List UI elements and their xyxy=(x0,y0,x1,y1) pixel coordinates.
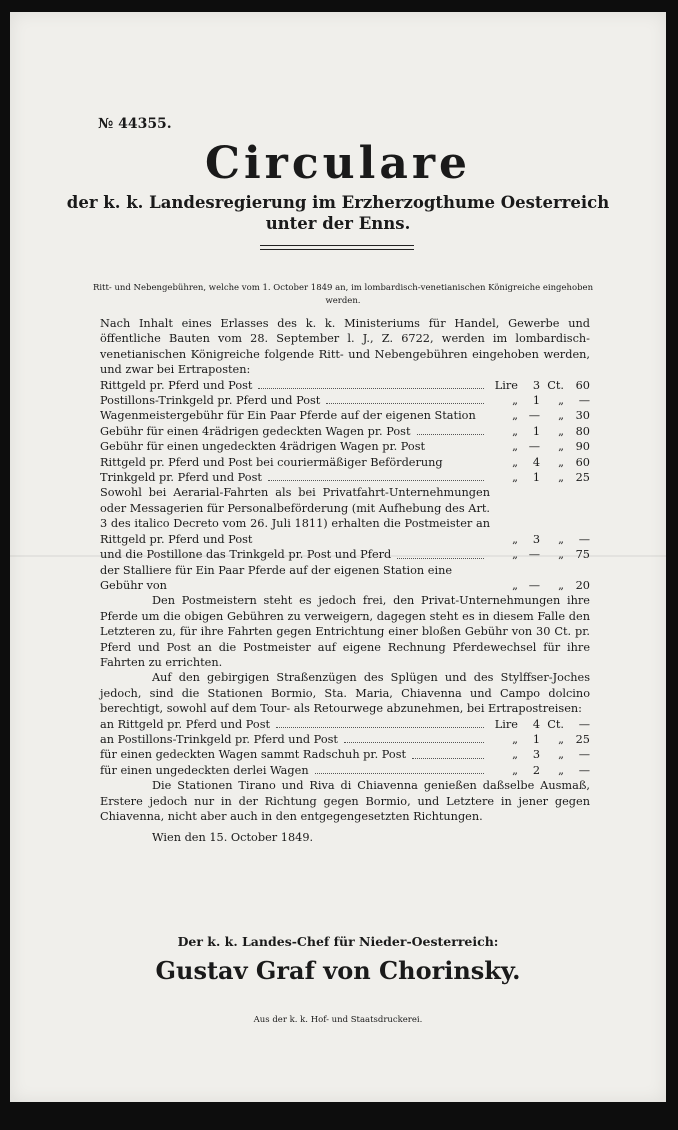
fee-description: für einen gedeckten Wagen sammt Radschuh pr. Post xyxy=(100,748,407,762)
dot-leader xyxy=(326,403,484,404)
fee-row xyxy=(100,763,590,778)
fee-amount: „ 3 „ — xyxy=(512,532,590,546)
fee-currency: „ xyxy=(512,424,518,438)
fee-row xyxy=(100,732,590,747)
signer-title: Der k. k. Landes-Chef für Nieder-Oesterreich: xyxy=(177,934,499,949)
fee-row xyxy=(100,378,590,393)
fee-currency: „ xyxy=(512,763,518,777)
fee-row xyxy=(100,717,590,732)
title-rule-top xyxy=(260,245,414,246)
fee-currency: „ xyxy=(512,471,518,485)
dot-leader xyxy=(276,727,484,728)
subtitle-line-1: der k. k. Landesregierung im Erzherzogthume Oesterreich xyxy=(66,193,610,212)
fee-amount xyxy=(490,455,590,470)
fee-currency: Lire xyxy=(494,717,518,731)
fee-amount xyxy=(490,763,590,778)
fee-amount xyxy=(490,378,590,393)
fee-centesimi: — xyxy=(578,394,590,408)
fee-lire: — xyxy=(528,440,540,454)
fee-amount xyxy=(490,732,590,747)
fee-description: Gebühr für einen 4rädrigen gedeckten Wagen pr. Post xyxy=(100,424,411,438)
fee-centesimi: — xyxy=(578,717,590,731)
dot-leader xyxy=(344,742,484,743)
fee-lire: — xyxy=(528,548,540,562)
fee-centesimi: 60 xyxy=(575,455,590,469)
fee-amount xyxy=(490,578,590,593)
fee-unit: „ xyxy=(558,409,564,423)
fee-description: an Rittgeld pr. Pferd und Post xyxy=(100,717,271,731)
fee-unit: „ xyxy=(558,424,564,438)
printer-note: Aus der k. k. Hof- und Staatsdruckerei. xyxy=(253,1015,423,1025)
fee-description: und die Postillone das Trinkgeld pr. Post und Pferd xyxy=(100,548,392,562)
fee-row xyxy=(100,424,590,439)
fee-unit: „ xyxy=(558,394,564,408)
fee-row xyxy=(100,439,590,454)
fee-row xyxy=(100,470,590,485)
fee-amount xyxy=(490,393,590,408)
fee-unit: Ct. xyxy=(547,717,564,731)
postmeister-paragraph: Den Postmeistern steht es jedoch frei, den Privat-Unternehmungen ihre Pferde um die obigen Gebühren zu verweigern, dagegen steht es in diesem Falle den Letzteren zu, für ihre Fahrten gegen Entrichtung einer bloßen Gebühr von 30 Ct. pr. Pferd und Post an die Postmeister auf eigene Rechnung Pferdewechsel für ihre Fahrten zu errichten. xyxy=(100,594,590,669)
fee-description: Rittgeld pr. Pferd und Post bei couriermäßiger Beförderung xyxy=(100,455,443,469)
fee-currency: Lire xyxy=(494,378,518,392)
title-rule-bottom xyxy=(260,249,414,250)
fee-amount xyxy=(490,470,590,485)
fee-unit: „ xyxy=(558,548,564,562)
fee-lire: 4 xyxy=(532,455,540,469)
fee-lire: 3 xyxy=(532,748,540,762)
fee-list-mountain xyxy=(100,717,590,779)
fee-centesimi: 80 xyxy=(575,424,590,438)
fee-centesimi: 90 xyxy=(575,440,590,454)
fee-amount xyxy=(490,547,590,562)
fee-centesimi: 30 xyxy=(575,409,590,423)
dot-leader xyxy=(258,388,484,389)
fee-row xyxy=(100,563,590,594)
fee-description: Postillons-Trinkgeld pr. Pferd und Post xyxy=(100,394,321,408)
fee-list-ertrapost xyxy=(100,378,590,486)
document-sheet xyxy=(10,12,666,1102)
fee-centesimi: 25 xyxy=(575,732,590,746)
fee-description: Sowohl bei Aerarial-Fahrten als bei Privatfahrt-Unternehmungen oder Messagerien für Personalbeförderung (mit Aufhebung des Art. 3 des italico Decreto vom 26. Juli 1811) erhalten die Postmeister an Rittgeld pr. Pferd und Post xyxy=(100,486,490,546)
place-date: Wien den 15. October 1849. xyxy=(152,831,314,845)
dot-leader xyxy=(315,773,484,774)
intro-paragraph: Nach Inhalt eines Erlasses des k. k. Ministeriums für Handel, Gewerbe und öffentliche Bauten vom 28. September l. J., Z. 6722, werden im lombardisch-venetianischen Königreiche folgende Ritt- und Nebengebühren eingehoben werden, und zwar bei Ertraposten: xyxy=(100,317,590,377)
fee-unit: „ xyxy=(558,440,564,454)
fee-unit: „ xyxy=(558,732,564,746)
fee-currency: „ xyxy=(512,455,518,469)
fee-currency: „ xyxy=(512,440,518,454)
document-body xyxy=(100,316,590,846)
fee-description: Gebühr für einen ungedeckten 4rädrigen Wagen pr. Post xyxy=(100,440,426,454)
fee-unit: „ xyxy=(558,748,564,762)
fee-amount xyxy=(490,717,590,732)
fee-currency: „ xyxy=(512,732,518,746)
tirano-paragraph: Die Stationen Tirano und Riva di Chiavenna genießen daßselbe Ausmaß, Erstere jedoch nur in der Richtung gegen Bormio, und Letztere in jener gegen Chiavenna, nicht aber auch in den entgegengesetzten Richtungen. xyxy=(100,779,590,823)
fee-lire: 3 xyxy=(532,378,540,392)
fee-lire: — xyxy=(528,578,540,592)
signature: Gustav Graf von Chorinsky. xyxy=(155,956,521,985)
fee-centesimi: 75 xyxy=(575,548,590,562)
fee-description: Rittgeld pr. Pferd und Post xyxy=(100,378,253,392)
dot-leader xyxy=(412,758,484,759)
fee-row-aerarial xyxy=(100,485,590,547)
fee-centesimi: — xyxy=(578,748,590,762)
fee-lire: 1 xyxy=(532,424,540,438)
document-subtitle xyxy=(10,192,666,234)
fee-row xyxy=(100,547,590,562)
fee-amount xyxy=(490,747,590,762)
dot-leader xyxy=(397,558,484,559)
fee-centesimi: 20 xyxy=(575,578,590,592)
fee-description: für einen ungedeckten derlei Wagen xyxy=(100,763,309,777)
fee-description: Trinkgeld pr. Pferd und Post xyxy=(100,471,262,485)
fee-unit: Ct. xyxy=(547,378,564,392)
fee-lire: 2 xyxy=(532,763,540,777)
fee-centesimi: 25 xyxy=(575,471,590,485)
fee-description: an Postillons-Trinkgeld pr. Pferd und Post xyxy=(100,732,338,746)
fee-centesimi: — xyxy=(578,763,590,777)
document-title: Circulare xyxy=(204,138,472,189)
fee-row xyxy=(100,747,590,762)
fee-unit: „ xyxy=(558,763,564,777)
fee-amount xyxy=(490,439,590,454)
preamble: Ritt- und Nebengebühren, welche vom 1. October 1849 an, im lombardisch-venetianischen Königreiche eingehoben werden. xyxy=(92,283,594,306)
fee-currency: „ xyxy=(512,409,518,423)
fee-unit: „ xyxy=(558,455,564,469)
fee-lire: 1 xyxy=(532,732,540,746)
fee-centesimi: 60 xyxy=(575,378,590,392)
fee-amount xyxy=(490,408,590,423)
fee-description: der Stalliere für Ein Paar Pferde auf der eigenen Station eine Gebühr von xyxy=(100,563,453,592)
fee-row xyxy=(100,393,590,408)
fee-lire: 1 xyxy=(532,471,540,485)
fee-lire: — xyxy=(528,409,540,423)
document-number: № 44355. xyxy=(98,116,172,132)
spluegen-paragraph: Auf den gebirgigen Straßenzügen des Splügen und des Stylffser-Joches jedoch, sind die Stationen Bormio, Sta. Maria, Chiavenna und Campo dolcino berechtigt, sowohl auf dem Tour- als Retourwege abzunehmen, bei Ertrapostreisen: xyxy=(100,671,590,716)
fee-unit: „ xyxy=(558,578,564,592)
subtitle-line-2: unter der Enns. xyxy=(265,214,411,233)
fee-list-postillone xyxy=(100,547,590,593)
fee-currency: „ xyxy=(512,578,518,592)
fee-row xyxy=(100,408,590,423)
fee-currency: „ xyxy=(512,394,518,408)
fee-lire: 4 xyxy=(532,717,540,731)
fee-description: Wagenmeistergebühr für Ein Paar Pferde auf der eigenen Station xyxy=(100,409,476,423)
dot-leader xyxy=(268,480,484,481)
fee-lire: 1 xyxy=(532,394,540,408)
fee-amount xyxy=(490,424,590,439)
dot-leader xyxy=(417,434,484,435)
fee-currency: „ xyxy=(512,548,518,562)
fee-currency: „ xyxy=(512,748,518,762)
fee-row xyxy=(100,455,590,470)
fee-unit: „ xyxy=(558,471,564,485)
